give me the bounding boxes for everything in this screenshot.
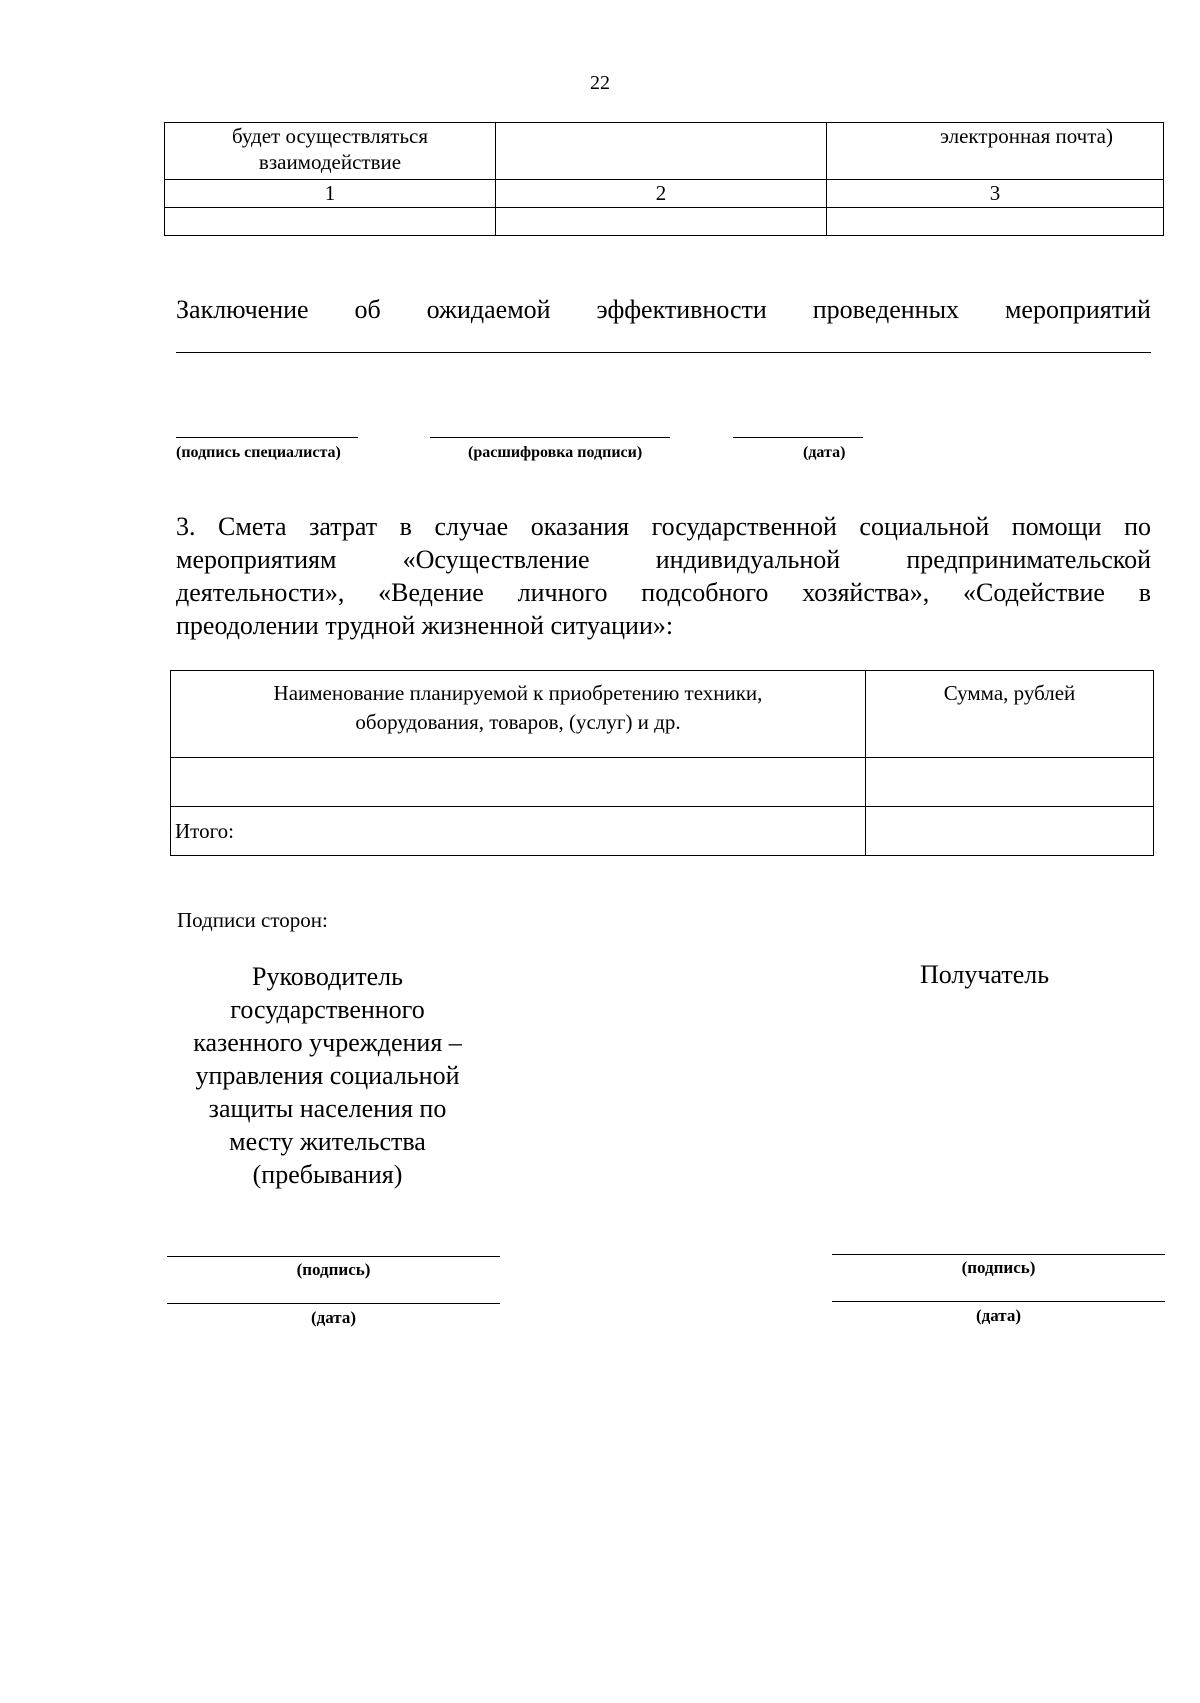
- recipient-date-line: [832, 1301, 1165, 1302]
- page-number: 22: [590, 72, 610, 94]
- section-3-paragraph: [176, 510, 1151, 642]
- decoding-caption: (расшифровка подписи): [468, 444, 643, 461]
- recipient-signature-caption: (подпись): [961, 1258, 1036, 1277]
- conclusion-word: эффективности: [596, 295, 767, 324]
- date-caption: (дата): [803, 444, 846, 461]
- table-cell: электронная почта): [827, 123, 1164, 180]
- title-line: Руководитель: [252, 962, 403, 991]
- interaction-table: [164, 122, 1164, 236]
- specialist-signature-caption: (подпись специалиста): [176, 444, 341, 461]
- table-cell: 3: [827, 180, 1164, 208]
- table-cell: будет осуществляться взаимодействие: [165, 123, 496, 180]
- conclusion-word: Заключение: [176, 295, 309, 324]
- conclusion-word: об: [354, 295, 381, 324]
- title-line: (пребывания): [252, 1160, 403, 1189]
- total-value: [866, 807, 1154, 856]
- title-line: казенного учреждения –: [193, 1028, 462, 1057]
- recipient-signature-line: [832, 1254, 1165, 1255]
- date-line: [733, 437, 863, 438]
- paragraph-line: мероприятиям «Осуществление индивидуальной предпринимательской: [176, 545, 1151, 574]
- conclusion-word: проведенных: [812, 295, 960, 324]
- conclusion-word: ожидаемой: [426, 295, 551, 324]
- title-line: управления социальной: [195, 1061, 460, 1090]
- total-label: Итого:: [171, 807, 866, 856]
- title-line: защиты населения по: [208, 1094, 447, 1123]
- head-date-caption: (дата): [310, 1308, 357, 1327]
- table-header-cell: [171, 671, 866, 758]
- head-title-block: [175, 960, 480, 1191]
- head-date-line: [167, 1303, 500, 1304]
- paragraph-line: 3. Смета затрат в случае оказания государственной социальной помощи по: [176, 512, 1151, 541]
- table-cell: [827, 208, 1164, 236]
- specialist-signature-line: [176, 437, 358, 438]
- title-line: месту жительства: [229, 1127, 426, 1156]
- table-cell: [165, 208, 496, 236]
- head-signature-caption: (подпись): [296, 1260, 371, 1279]
- table-header-cell: Сумма, рублей: [866, 671, 1154, 758]
- conclusion-fill-line: [176, 352, 1151, 353]
- head-signature-line: [167, 1256, 500, 1257]
- paragraph-line: преодолении трудной жизненной ситуации»:: [176, 611, 674, 640]
- table-cell: [496, 123, 827, 180]
- header-line: оборудования, товаров, (услуг) и др.: [355, 710, 681, 734]
- recipient-date-caption: (дата): [975, 1306, 1022, 1325]
- table-cell: [171, 758, 866, 807]
- table-cell: 1: [165, 180, 496, 208]
- header-line: Наименование планируемой к приобретению техники,: [273, 681, 763, 705]
- paragraph-line: деятельности», «Ведение личного подсобного хозяйства», «Содействие в: [176, 578, 1151, 607]
- conclusion-word: мероприятий: [1004, 295, 1151, 324]
- table-cell: [866, 758, 1154, 807]
- title-line: государственного: [230, 995, 425, 1024]
- cost-estimate-table: [170, 670, 1154, 856]
- table-cell: [496, 208, 827, 236]
- decoding-signature-line: [430, 437, 670, 438]
- table-cell: 2: [496, 180, 827, 208]
- conclusion-heading: [176, 295, 1151, 325]
- parties-heading: Подписи сторон:: [177, 908, 328, 932]
- recipient-title: Получатель: [920, 960, 1050, 989]
